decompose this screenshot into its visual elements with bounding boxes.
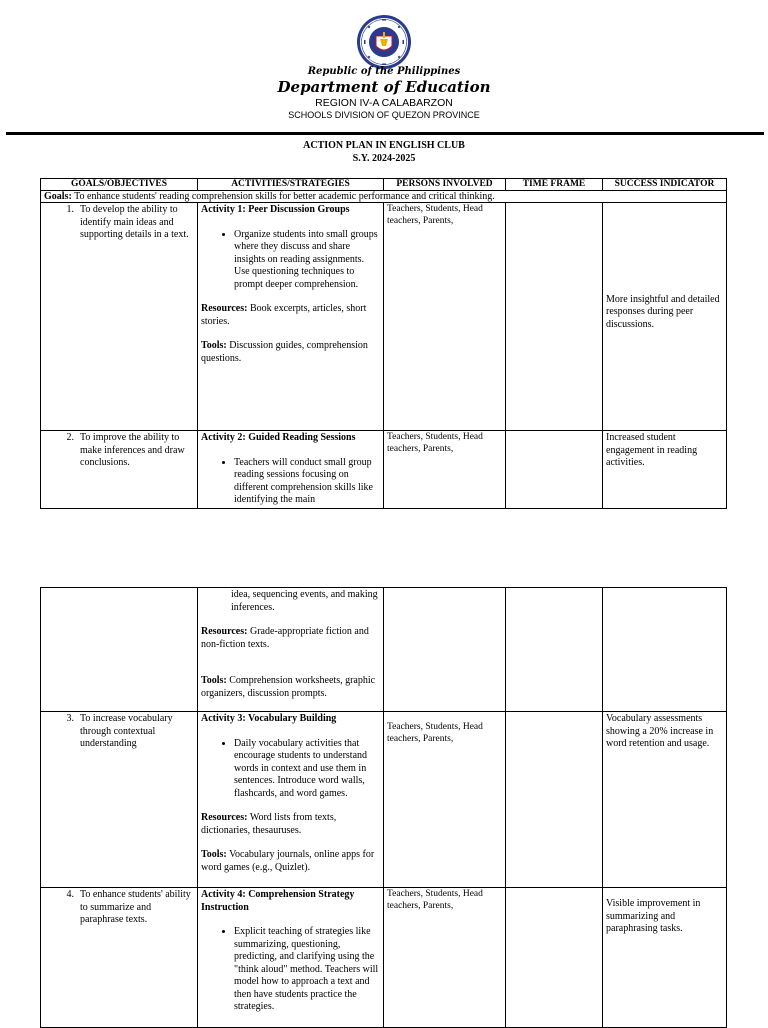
persons-involved: Teachers, Students, Head teachers, Parents,	[384, 888, 506, 1028]
division-name: SCHOOLS DIVISION OF QUEZON PROVINCE	[288, 110, 480, 120]
row-number: 3.	[66, 713, 74, 724]
goals-text: To enhance students' reading comprehension skills for better academic performance and critical thinking.	[74, 191, 495, 202]
objective-text: To improve the ability to make inferences and draw conclusions.	[80, 432, 185, 468]
success-indicator: Vocabulary assessments showing a 20% increase in word retention and usage.	[603, 712, 727, 888]
goals-label: Goals:	[44, 191, 72, 202]
school-year: S.Y. 2024-2025	[352, 153, 416, 164]
column-header: PERSONS INVOLVED	[384, 179, 506, 191]
table-row	[41, 588, 727, 712]
tools-text: Vocabulary journals, online apps for word games (e.g., Quizlet).	[201, 849, 375, 873]
column-header: GOALS/OBJECTIVES	[41, 179, 198, 191]
objective-text: To develop the ability to identify main ideas and supporting details in a text.	[80, 204, 189, 240]
resources-text: Book excerpts, articles, short stories.	[201, 303, 367, 327]
activity-title: Activity 3: Vocabulary Building	[201, 713, 337, 724]
activity-bullet: • Teachers will conduct small group reading sessions focusing on different comprehension skills like identifying the main	[234, 457, 380, 507]
persons-involved: Teachers, Students, Head teachers, Parents,	[384, 431, 506, 509]
column-header: SUCCESS INDICATOR	[603, 179, 727, 191]
republic-line: Republic of the Philippines	[307, 66, 461, 77]
resources-label: Resources:	[201, 303, 248, 314]
activity-bullet: • Organize students into small groups where they discuss and share insights on reading assignments. Use questioning techniques to prompt deeper comprehension.	[234, 229, 380, 292]
document-title: ACTION PLAN IN ENGLISH CLUB	[303, 140, 465, 151]
tools-text: Comprehension worksheets, graphic organizers, discussion prompts.	[201, 675, 376, 699]
tools-text: Discussion guides, comprehension questions.	[201, 340, 368, 364]
tools-label: Tools:	[201, 675, 227, 686]
region-name: REGION IV-A CALABARZON	[315, 97, 453, 109]
row-number: 1.	[66, 204, 74, 215]
deped-seal-icon	[356, 14, 412, 70]
department-name: Department of Education	[277, 78, 491, 96]
success-indicator: Visible improvement in summarizing and paraphrasing tasks.	[603, 888, 727, 1028]
table-row	[41, 712, 727, 888]
column-header: TIME FRAME	[506, 179, 603, 191]
header-divider	[6, 132, 764, 135]
objective-text: To enhance students' ability to summarize and paraphrase texts.	[80, 889, 191, 925]
resources-text: Word lists from texts, dictionaries, thesauruses.	[201, 812, 337, 836]
resources-label: Resources:	[201, 812, 248, 823]
time-frame	[506, 888, 603, 1028]
time-frame	[506, 431, 603, 509]
persons-involved: Teachers, Students, Head teachers, Parents,	[384, 203, 506, 431]
activity-bullet: • Explicit teaching of strategies like summarizing, questioning, predicting, and clarifying using the "think aloud" method. Teachers will model how to approach a text and then have students practice the strategies.	[234, 926, 380, 1014]
row-number: 4.	[66, 889, 74, 900]
activity-title: Activity 2: Guided Reading Sessions	[201, 432, 356, 443]
table-row	[41, 203, 727, 431]
action-plan-table-continued	[40, 587, 727, 1028]
column-header: ACTIVITIES/STRATEGIES	[198, 179, 384, 191]
success-indicator: Increased student engagement in reading activities.	[603, 431, 727, 509]
resources-text: Grade-appropriate fiction and non-fiction texts.	[201, 626, 369, 650]
tools-label: Tools:	[201, 340, 227, 351]
table-row	[41, 888, 727, 1028]
action-plan-table	[40, 178, 727, 509]
goals-row	[41, 191, 727, 203]
activity-bullet: • Daily vocabulary activities that encourage students to understand words in context and use them in sentences. Introduce word walls, flashcards, and word games.	[234, 738, 380, 801]
success-indicator: More insightful and detailed responses during peer discussions.	[606, 293, 720, 330]
persons-involved: Teachers, Students, Head teachers, Parents,	[384, 712, 506, 888]
activity-title: Activity 4: Comprehension Strategy Instruction	[201, 889, 355, 913]
table-row	[41, 431, 727, 509]
activity-bullet-continued: idea, sequencing events, and making inferences.	[231, 589, 378, 613]
activity-title: Activity 1: Peer Discussion Groups	[201, 204, 350, 215]
tools-label: Tools:	[201, 849, 227, 860]
objective-text: To increase vocabulary through contextual understanding	[80, 713, 173, 749]
time-frame	[506, 712, 603, 888]
row-number: 2.	[66, 432, 74, 443]
resources-label: Resources:	[201, 626, 248, 637]
time-frame	[506, 203, 603, 431]
table-header-row	[41, 179, 727, 191]
